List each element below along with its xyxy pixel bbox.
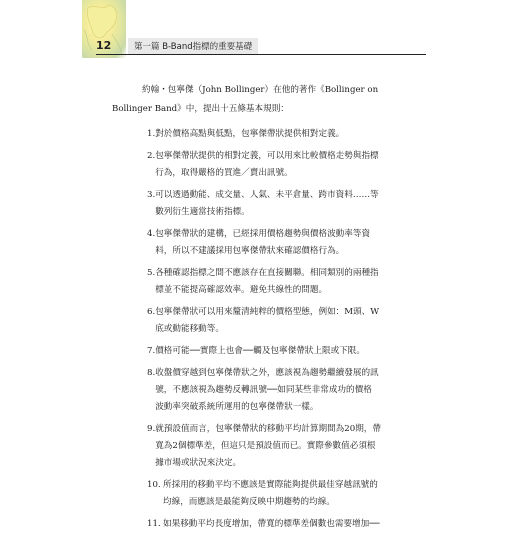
rule-text-line: 寬為2個標準差，但這只是預設值而已。實際參數值必須根 xyxy=(155,441,376,451)
rule-text-line: 行為，取得嚴格的買進／賣出訊號。 xyxy=(155,168,293,178)
rule-text-line: 包寧傑帶狀提供的相對定義，可以用來比較價格走勢與指標 xyxy=(155,151,379,161)
intro-paragraph xyxy=(112,81,402,119)
rule-item xyxy=(147,187,409,221)
rule-number: 11. xyxy=(147,519,161,529)
rule-item xyxy=(147,126,409,143)
rule-item xyxy=(147,226,409,260)
rule-text-line: 均線，而應該是最能夠反映中期趨勢的均線。 xyxy=(163,497,335,507)
rule-number: 1. xyxy=(147,129,156,139)
rule-item xyxy=(147,265,409,299)
rules-list xyxy=(147,126,409,538)
rule-number: 10. xyxy=(147,480,161,490)
rule-text-line: 價格可能──實際上也會──觸及包寧傑帶狀上限或下限。 xyxy=(155,346,365,356)
rule-text-line: 料，所以不建議採用包寧傑帶狀來確認價格行為。 xyxy=(155,246,345,256)
rule-item xyxy=(147,148,409,182)
rule-number: 9. xyxy=(147,424,156,434)
rule-text-line: 據市場或狀況來決定。 xyxy=(155,458,242,468)
rule-text-line: 如果移動平均長度增加，帶寬的標準差個數也需要增加── xyxy=(163,519,380,529)
rule-text-line: 底或動能移動等。 xyxy=(155,324,224,334)
rule-item xyxy=(147,477,409,511)
chapter-title: 第一篇 B-Band指標的重要基礎 xyxy=(128,38,258,54)
page-number: 12 xyxy=(96,39,112,52)
rule-text xyxy=(155,304,409,338)
rule-item xyxy=(147,343,409,360)
rule-text-line: 收盤價穿越到包寧傑帶狀之外，應該視為趨勢繼續發展的訊 xyxy=(155,368,379,378)
rule-item xyxy=(147,304,409,338)
rule-number: 5. xyxy=(147,268,156,278)
rule-text-line: 包寧傑帶狀可以用來釐清純粹的價格型態，例如：M頭、W xyxy=(155,307,380,317)
rule-text-line: 對於價格高點與低點，包寧傑帶狀提供相對定義。 xyxy=(155,129,345,139)
rule-number: 2. xyxy=(147,151,156,161)
rule-text xyxy=(155,126,409,143)
rule-text xyxy=(155,226,409,260)
rule-text-line: 可以透過動能、成交量、人氣、未平倉量、跨市資料……等 xyxy=(155,190,379,200)
rule-text-line: 就預設值而言，包寧傑帶狀的移動平均計算期間為20期，帶 xyxy=(155,424,381,434)
rule-text xyxy=(155,148,409,182)
rule-item xyxy=(147,365,409,416)
rule-text-line: 波動率突破系統所運用的包寧傑帶狀一樣。 xyxy=(155,402,319,412)
page-header xyxy=(96,38,426,55)
rule-text xyxy=(155,365,409,416)
rule-text xyxy=(163,477,409,511)
rule-text-line: 各種確認指標之間不應該存在直接關聯。相同類別的兩種指 xyxy=(155,268,379,278)
rule-number: 4. xyxy=(147,229,156,239)
rule-number: 7. xyxy=(147,346,156,356)
rule-text-line: 號，不應該視為趨勢反轉訊號──如同某些非常成功的價格 xyxy=(155,385,372,395)
rule-text xyxy=(163,516,409,533)
rule-number: 6. xyxy=(147,307,156,317)
rule-number: 8. xyxy=(147,368,156,378)
rule-text-line: 數列衍生適當技術指標。 xyxy=(155,207,250,217)
rule-text xyxy=(155,421,409,472)
rule-item xyxy=(147,421,409,472)
rule-text-line: 標並不能提高確認效率。避免共線性的問題。 xyxy=(155,285,328,295)
rule-item xyxy=(147,516,409,533)
rule-number: 3. xyxy=(147,190,156,200)
rule-text xyxy=(155,265,409,299)
rule-text-line: 包寧傑帶狀的建構，已經採用價格趨勢與價格波動率等資 xyxy=(155,229,371,239)
rule-text xyxy=(155,187,409,221)
rule-text xyxy=(155,343,409,360)
intro-line-1: 約翰・包寧傑（John Bollinger）在他的著作《Bollinger on xyxy=(142,85,379,95)
intro-line-2: Bollinger Band》中，提出十五條基本規則： xyxy=(112,104,289,114)
rule-text-line: 所採用的移動平均不應該是實際能夠提供最佳穿越訊號的 xyxy=(163,480,378,490)
